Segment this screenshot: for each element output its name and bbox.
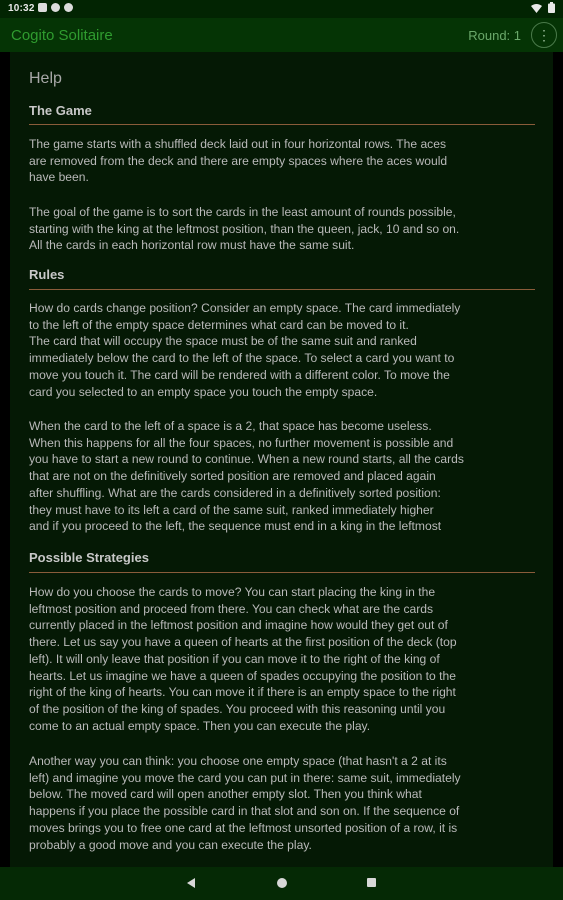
notification-icon: [38, 3, 47, 12]
section-heading-the-game: The Game: [29, 103, 92, 118]
help-content[interactable]: [10, 52, 553, 867]
notification-icon: [64, 3, 73, 12]
back-triangle-icon[interactable]: [187, 878, 195, 888]
recents-square-icon[interactable]: [367, 878, 376, 887]
notification-icons: [38, 3, 73, 12]
section-heading-possible-strategies: Possible Strategies: [29, 550, 149, 565]
section-divider: [29, 572, 535, 573]
system-icons: [531, 2, 555, 13]
wifi-icon: [531, 3, 542, 13]
paragraph: When the card to the left of a space is a 2, that space has become useless. When this happens for all the four spaces, no further movement is possible and you have to start a new round to continue. When a new round starts, all the cards that are not on the definitively sorted position are removed and placed again after shuffling. What are the cards considered in a definitively sorted position: they must have to its left a card of the same suit, ranked immediately higher and if you proceed to the left, the sequence must end in a king in the leftmost: [29, 419, 464, 534]
navigation-bar: [0, 867, 563, 900]
app-bar: [0, 18, 563, 52]
status-time: 10:32: [8, 3, 35, 14]
page-title: Help: [29, 70, 62, 87]
paragraph: The game starts with a shuffled deck laid out in four horizontal rows. The aces are removed from the deck and there are empty spaces where the aces would have been.: [29, 137, 448, 185]
status-bar: [0, 0, 563, 18]
round-counter: Round: 1: [468, 28, 521, 43]
more-vert-icon[interactable]: ⋮: [531, 22, 557, 48]
notification-icon: [51, 3, 60, 12]
paragraph: Another way you can think: you choose one empty space (that hasn't a 2 at its left) and imagine you move the card you can put in there: same suit, immediately below. The moved card will open another empty slot. Then you think what happens if you place the possible card in that slot and son on. If the sequence of moves brings you to free one card at the leftmost unsorted position of a row, it is probably a good move and you can execute the play.: [29, 754, 461, 852]
paragraph: How do you choose the cards to move? You can start placing the king in the leftmost position and proceed from there. You can check what are the cards currently placed in the leftmost position and imagine how would they get out of there. Let us say you have a queen of hearts at the first position of the deck (top left). It will only leave that position if you can move it to the right of the king of hearts. Let us imagine we have a queen of spades occupying the position to the right of the king of hearts. You can move it if there is an empty space to the right of the position of the king of spades. You proceed with this reasoning until you come to an actual empty space. Then you can execute the play.: [29, 585, 457, 733]
paragraph: How do cards change position? Consider an empty space. The card immediately to the left of the empty space determines what card can be moved to it. The card that will occupy the space must be of the same suit and ranked immediately below the card to the left of the space. To select a card you want to move you touch it. The card will be rendered with a different color. To move the card you selected to an empty space you touch the empty space.: [29, 301, 461, 399]
home-circle-icon[interactable]: [277, 878, 287, 888]
section-divider: [29, 289, 535, 290]
section-heading-rules: Rules: [29, 267, 65, 282]
paragraph: The goal of the game is to sort the cards in the least amount of rounds possible, starting with the king at the leftmost position, than the queen, jack, 10 and so on. All the cards in each horizontal row must have the same suit.: [29, 205, 460, 253]
app-title: Cogito Solitaire: [11, 27, 113, 44]
section-divider: [29, 124, 535, 125]
battery-icon: [548, 2, 555, 13]
